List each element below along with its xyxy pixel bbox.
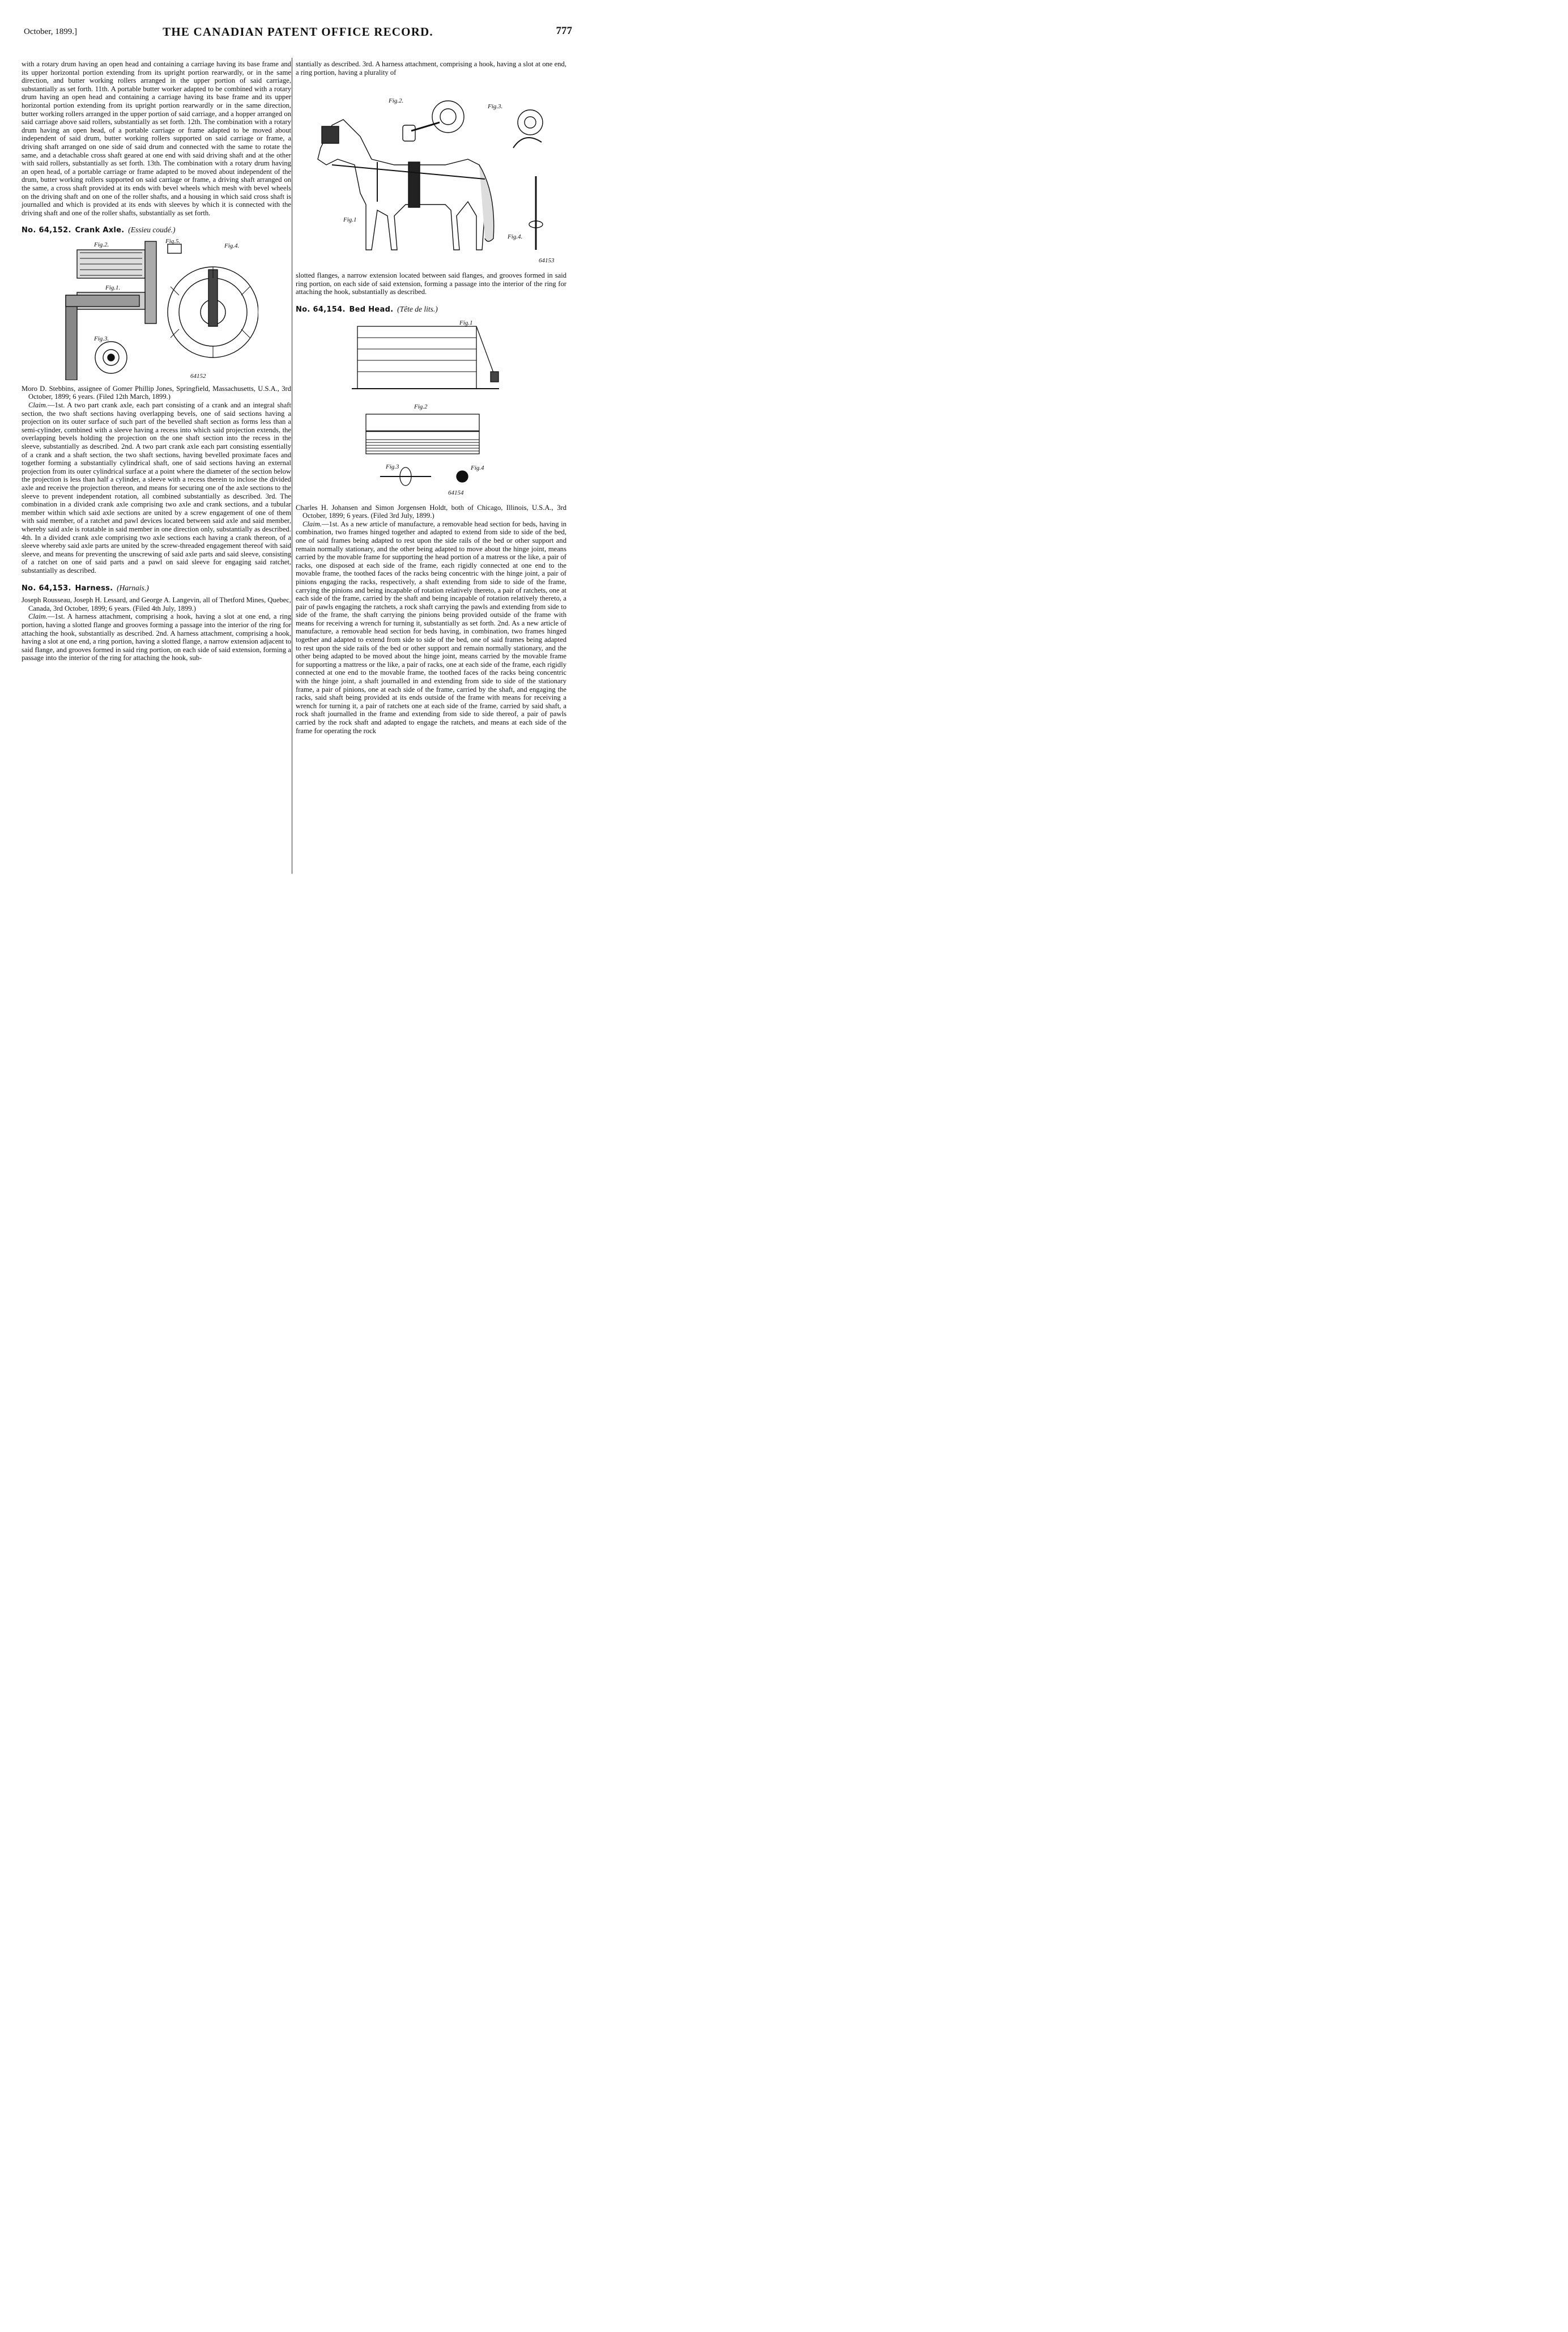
header-date: October, 1899.] (24, 27, 77, 36)
patent-french-title: (Harnais.) (117, 583, 149, 592)
patent-heading-64153 (22, 584, 291, 593)
harness-claims-continuation: stantially as described. 3rd. A harness attachment, comprising a hook, having a slot at one end, a ring portion, having a plurality of (296, 60, 566, 76)
claim-text: —1st. A harness attachment, comprising a hook, having a slot at one end, a ring portion, having a slotted flange and grooves forming a passage into the interior of the ring for attaching the hook, substantially as described. 2nd. A harness attachment, comprising a hook, having a slot at one end, a ring portion, having a slotted flange, a narrow extension adjacent to said flange, and grooves formed in said ring portion, on each side of said extension, forming a passage into the interior of the ring for attaching the hook, sub- (22, 612, 291, 662)
harness-drawing (298, 80, 564, 267)
fig-label: Fig.1 (459, 319, 473, 326)
page-number: 777 (556, 25, 572, 37)
patent-number: No. 64,154. (296, 305, 346, 314)
patent-grantee: Joseph Rousseau, Joseph H. Lessard, and George A. Langevin, all of Thetford Mines, Quebec, Canada, 3rd October, 1899; 6 years. (Filed 4th July, 1899.) (22, 596, 291, 612)
patent-title: Bed Head. (349, 305, 394, 314)
patent-heading-64154 (296, 305, 566, 314)
patent-grantee: Charles H. Johansen and Simon Jorgensen Holdt, both of Chicago, Illinois, U.S.A., 3rd October, 1899; 6 years. (Filed 3rd July, 1899.) (296, 503, 566, 520)
patent-claims (22, 401, 291, 575)
butter-worker-claims-continuation: with a rotary drum having an open head and containing a carriage having its base frame and its upper horizontal portion extending from its upright portion rearwardly, or in the same direction, and butter working rollers arranged in the upper portion of said carriage, substantially as set forth. 11th. A portable butter worker adapted to be combined with a rotary drum having an open head and containing a carriage having its base frame and its upper horizontal portion extending from its upright portion rearwardly or in the same direction, butter working rollers arranged in the upper portion of said carriage, and a hopper arranged on said carriage above said rollers, substantially as set forth. 12th. The combination with a rotary drum having an open head, of a portable carriage or frame adapted to be moved about independent of said drum, butter working rollers supported on said carriage or frame, a driving shaft arranged on one side of said drum and connected with the same to rotate the same, and a detachable cross shaft geared at one end with said driving shaft and at the other with said rollers, substantially as set forth. 13th. The combination with a rotary drum having an open head, of a portable carriage or frame adapted to be moved about independent of the drum, butter working rollers supported on said carriage or frame, a driving shaft arranged on the same, a cross shaft provided at its ends with bevel wheels which mesh with bevel wheels on the driving shaft and on one of the roller shafts, and a housing in which said cross shaft is journalled and which is provided at its ends with sleeves by which it is connected with the driving shaft and one of the roller shafts, substantially as set forth. (22, 60, 291, 217)
figure-ref-number: 64154 (448, 489, 464, 496)
fig-label: Fig.4. (224, 242, 240, 249)
harness-figure (298, 80, 564, 267)
fig-label: Fig.1. (105, 284, 121, 291)
fig-label: Fig.2 (414, 403, 428, 410)
fig-label: Fig.3. (488, 103, 503, 110)
fig-label: Fig.4. (508, 233, 523, 241)
patent-claims (22, 612, 291, 662)
patent-claims (296, 520, 566, 735)
patent-heading-64152 (22, 226, 291, 235)
fig-label: Fig.5. (165, 238, 181, 245)
crank-axle-drawing (54, 239, 258, 380)
patent-number: No. 64,152. (22, 226, 71, 235)
fig-label: Fig.3 (386, 463, 399, 470)
right-column (296, 60, 566, 735)
bed-head-figure (346, 318, 516, 499)
patent-title: Crank Axle. (75, 226, 125, 235)
claim-label: Claim. (302, 520, 322, 528)
patent-french-title: (Essieu coudé.) (128, 225, 176, 235)
crank-axle-figure (54, 239, 258, 380)
fig-label: Fig.2. (94, 241, 109, 248)
bed-head-drawing (346, 318, 516, 499)
figure-ref-number: 64152 (190, 372, 206, 380)
claim-text: —1st. As a new article of manufacture, a removable head section for beds, having in combination, two frames hinged together and adapted to extend from side to side of the bed, one of said frames being adapted to rest upon the side rails of the bed or other support and remain normally stationary, and the other being adapted to move about the hinge joint, means carried by the movable frame for supporting the head portion of a matress or the like, a pair of racks, one disposed at each side of the frame, each rigidly connected at one end to the movable frame, the toothed faces of the racks being concentric with the hinge joint, a pair of pinions engaging the racks, respectively, a shaft extending from side to side of the frame, carrying the pinions and being incapable of rotation relatively thereto, a pair of ratchets, one at each side of the frame, carried by the shaft and being incapable of rotation relatively thereto, a pair of pawls engaging the ratchets, a rock shaft carrying the pawls and extending from side to side of the frame, the shaft carrying the pinions being provided outside of the frame with means for receiving a wrench for turning it, substantially as set forth. 2nd. As a new article of manufacture, a removable head section for beds having, in combination, two frames hinged together and adapted to extend from side to side of the bed, one of said frames being adapted to rest upon the side rails of the bed or other support and remain normally stationary, and the other being adapted to be moved about the hinge joint, means carried by the movable frame for supporting a mattress or the like, a pair of racks, one at each side of the frame, each rigidly connected at one end to the movable frame, the toothed faces of the racks being concentric with the hinge joint, a shaft journalled in and extending from side to side of the stationary frame, a pair of pinions, one at each side of the frame, carried by the shaft, and engaging the racks, said shaft being provided at its ends outside of the frame with means for receiving a wrench for turning it, a pair of ratchets one at each side of the frame, carried by said shaft, a rock shaft journalled in the frame and extending from side to side thereof, a pair of pawls carried by the rock shaft and adapted to engage the ratchets, and means at each side of the frame for operating the rock (296, 520, 566, 735)
left-column (22, 60, 291, 662)
claim-text: —1st. A two part crank axle, each part consisting of a crank and an integral shaft section, the two shaft sections having overlapping bevels, one of said sections having a projection on its outer surface of such part of the bevelled shaft section as forms less than a semi-cylinder, combined with a sleeve having a recess into which said projection extends, the overlapping bevels holding the projection on the one shaft section into the recess in the sleeve, substantially as described. 2nd. A two part crank axle each part consisting essentially of a crank and a shaft section, the two shaft sections, having bevelled proximate faces and together forming a substantially cylindrical shaft, one of said sections having an external projection from its outer cylindrical surface at a point where the diameter of the section below the projection is less than half a cylinder, a sleeve with a recess therein to inclose the divided axle and receive the projection thereon, and means for securing one of the axle sections to the sleeve to prevent independent rotation, all combined substantially as described. 3rd. The combination in a divided crank axle comprising two axle and crank sections, and a tubular member within which said axle sections are united by a screw engagement of one of them with said member, of a ratchet and pawl devices located between said axle and said member, whereby said axle is rotatable in said member in one direction only, substantially as described. 4th. In a divided crank axle comprising two axle sections each having a crank thereon, of a sleeve whereby said axle parts are united by the screw-threaded engagement thereof with said sleeve, and means for preventing the unscrewing of said axle parts and said sleeve, consisting of a ratchet on one of said parts and a pawl on said sleeve for engaging said ratchet, substantially as described. (22, 401, 291, 575)
claim-label: Claim. (28, 612, 48, 621)
journal-title: THE CANADIAN PATENT OFFICE RECORD. (163, 25, 433, 39)
fig-label: Fig.4 (471, 464, 484, 471)
harness-claims-continuation-bottom: slotted flanges, a narrow extension located between said flanges, and grooves formed in said ring portion, on each side of said extension, forming a passage into the interior of the ring for attaching the hook, substantially as described. (296, 271, 566, 296)
fig-label: Fig.3. (94, 335, 109, 342)
patent-title: Harness. (75, 584, 113, 593)
figure-ref-number: 64153 (539, 257, 555, 265)
fig-label: Fig.2. (389, 97, 404, 105)
patent-grantee: Moro D. Stebbins, assignee of Gomer Phillip Jones, Springfield, Massachusetts, U.S.A., 3rd October, 1899; 6 years. (Filed 12th March, 1899.) (22, 384, 291, 401)
patent-number: No. 64,153. (22, 584, 71, 593)
fig-label: Fig.1 (343, 216, 357, 224)
claim-label: Claim. (28, 401, 48, 410)
patent-french-title: (Tête de lits.) (397, 304, 438, 313)
page-header (24, 25, 572, 42)
